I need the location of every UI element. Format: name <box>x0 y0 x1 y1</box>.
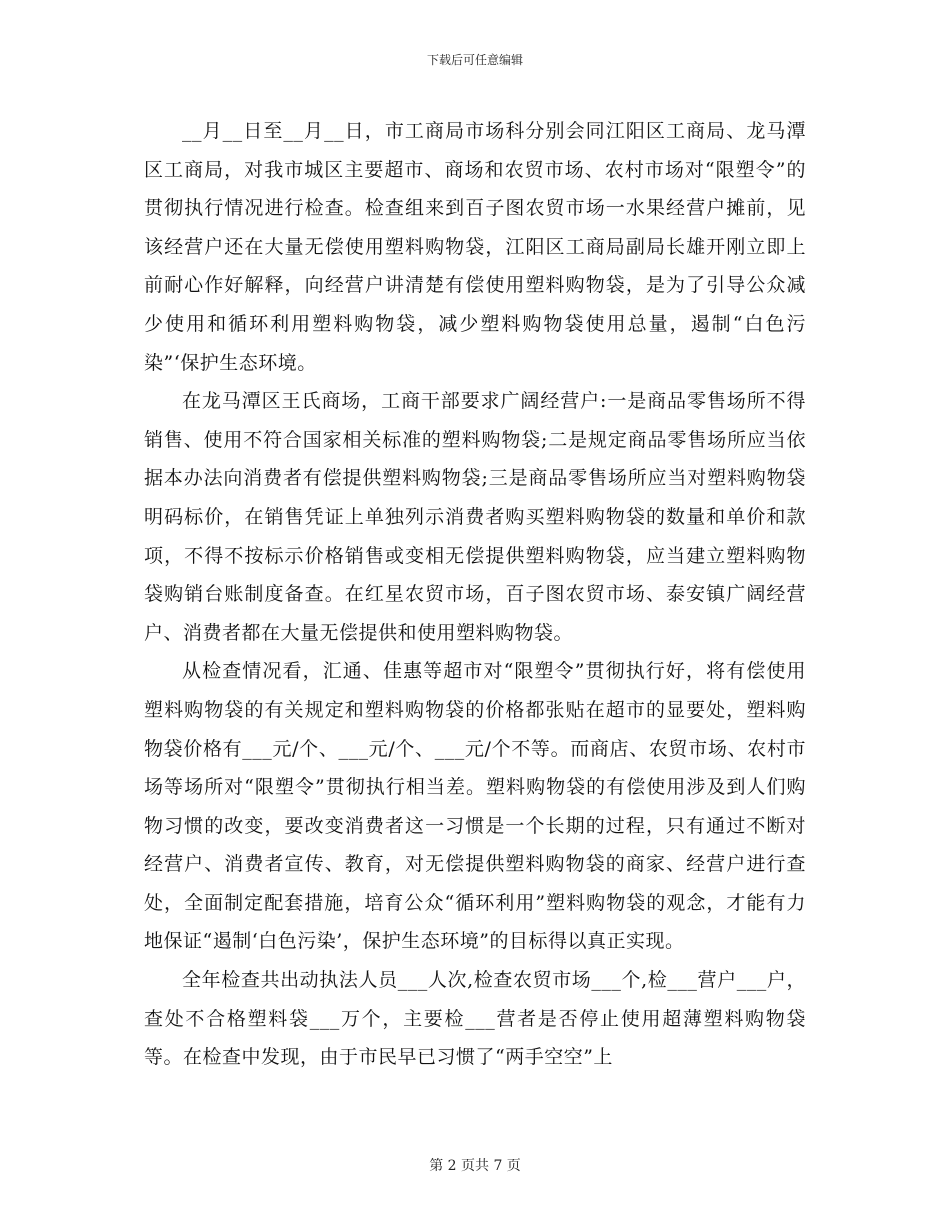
page-footer: 第 2 页共 7 页 <box>429 1158 521 1174</box>
page-header: 下载后可任意编辑 <box>426 53 523 67</box>
paragraph-2: 在龙马潭区王氏商场，工商干部要求广阔经营户:一是商品零售场所不得销售、使用不符合国家相关标准的塑料购物袋;二是规定商品零售场所应当依据本办法向消费者有偿提供塑料购物袋;三是商品零售场所应当对塑料购物袋明码标价，在销售凭证上单独列示消费者购买塑料购物袋的数量和单价和款项，不得不按标示价格销售或变相无偿提供塑料购物袋，应当建立塑料购物袋购销台账制度备查。在红星农贸市场，百子图农贸市场、泰安镇广阔经营户、消费者都在大量无偿提供和使用塑料购物袋。 <box>144 390 806 644</box>
document-body <box>144 112 806 1077</box>
paragraph-1: __月__日至__月__日，市工商局市场科分别会同江阳区工商局、龙马潭区工商局，对我市城区主要超市、商场和农贸市场、农村市场对“限塑令”的贯彻执行情况进行检查。检查组来到百子图农贸市场一水果经营户摊前，见该经营户还在大量无偿使用塑料购物袋，江阳区工商局副局长雄开刚立即上前耐心作好解释，向经营户讲清楚有偿使用塑料购物袋，是为了引导公众减少使用和循环利用塑料购物袋，减少塑料购物袋使用总量，遏制“白色污染”‘保护生态环境。 <box>144 120 806 374</box>
paragraph-4: 全年检查共出动执法人员___人次,检查农贸市场___个,检___营户___户，查处不合格塑料袋___万个，主要检___营者是否停止使用超薄塑料购物袋等。在检查中发现，由于市民早已习惯了“两手空空”上 <box>144 969 806 1069</box>
paragraph-3: 从检查情况看，汇通、佳惠等超市对“限塑令”贯彻执行好，将有偿使用塑料购物袋的有关规定和塑料购物袋的价格都张贴在超市的显要处，塑料购物袋价格有___元/个、___元/个、___元/个不等。而商店、农贸市场、农村市场等场所对“限塑令”贯彻执行相当差。塑料购物袋的有偿使用涉及到人们购物习惯的改变，要改变消费者这一习惯是一个长期的过程，只有通过不断对经营户、消费者宣传、教育，对无偿提供塑料购物袋的商家、经营户进行查处，全面制定配套措施，培育公众“循环利用”塑料购物袋的观念，才能有力地保证“遏制‘白色污染’，保护生态环境”的目标得以真正实现。 <box>144 660 806 953</box>
